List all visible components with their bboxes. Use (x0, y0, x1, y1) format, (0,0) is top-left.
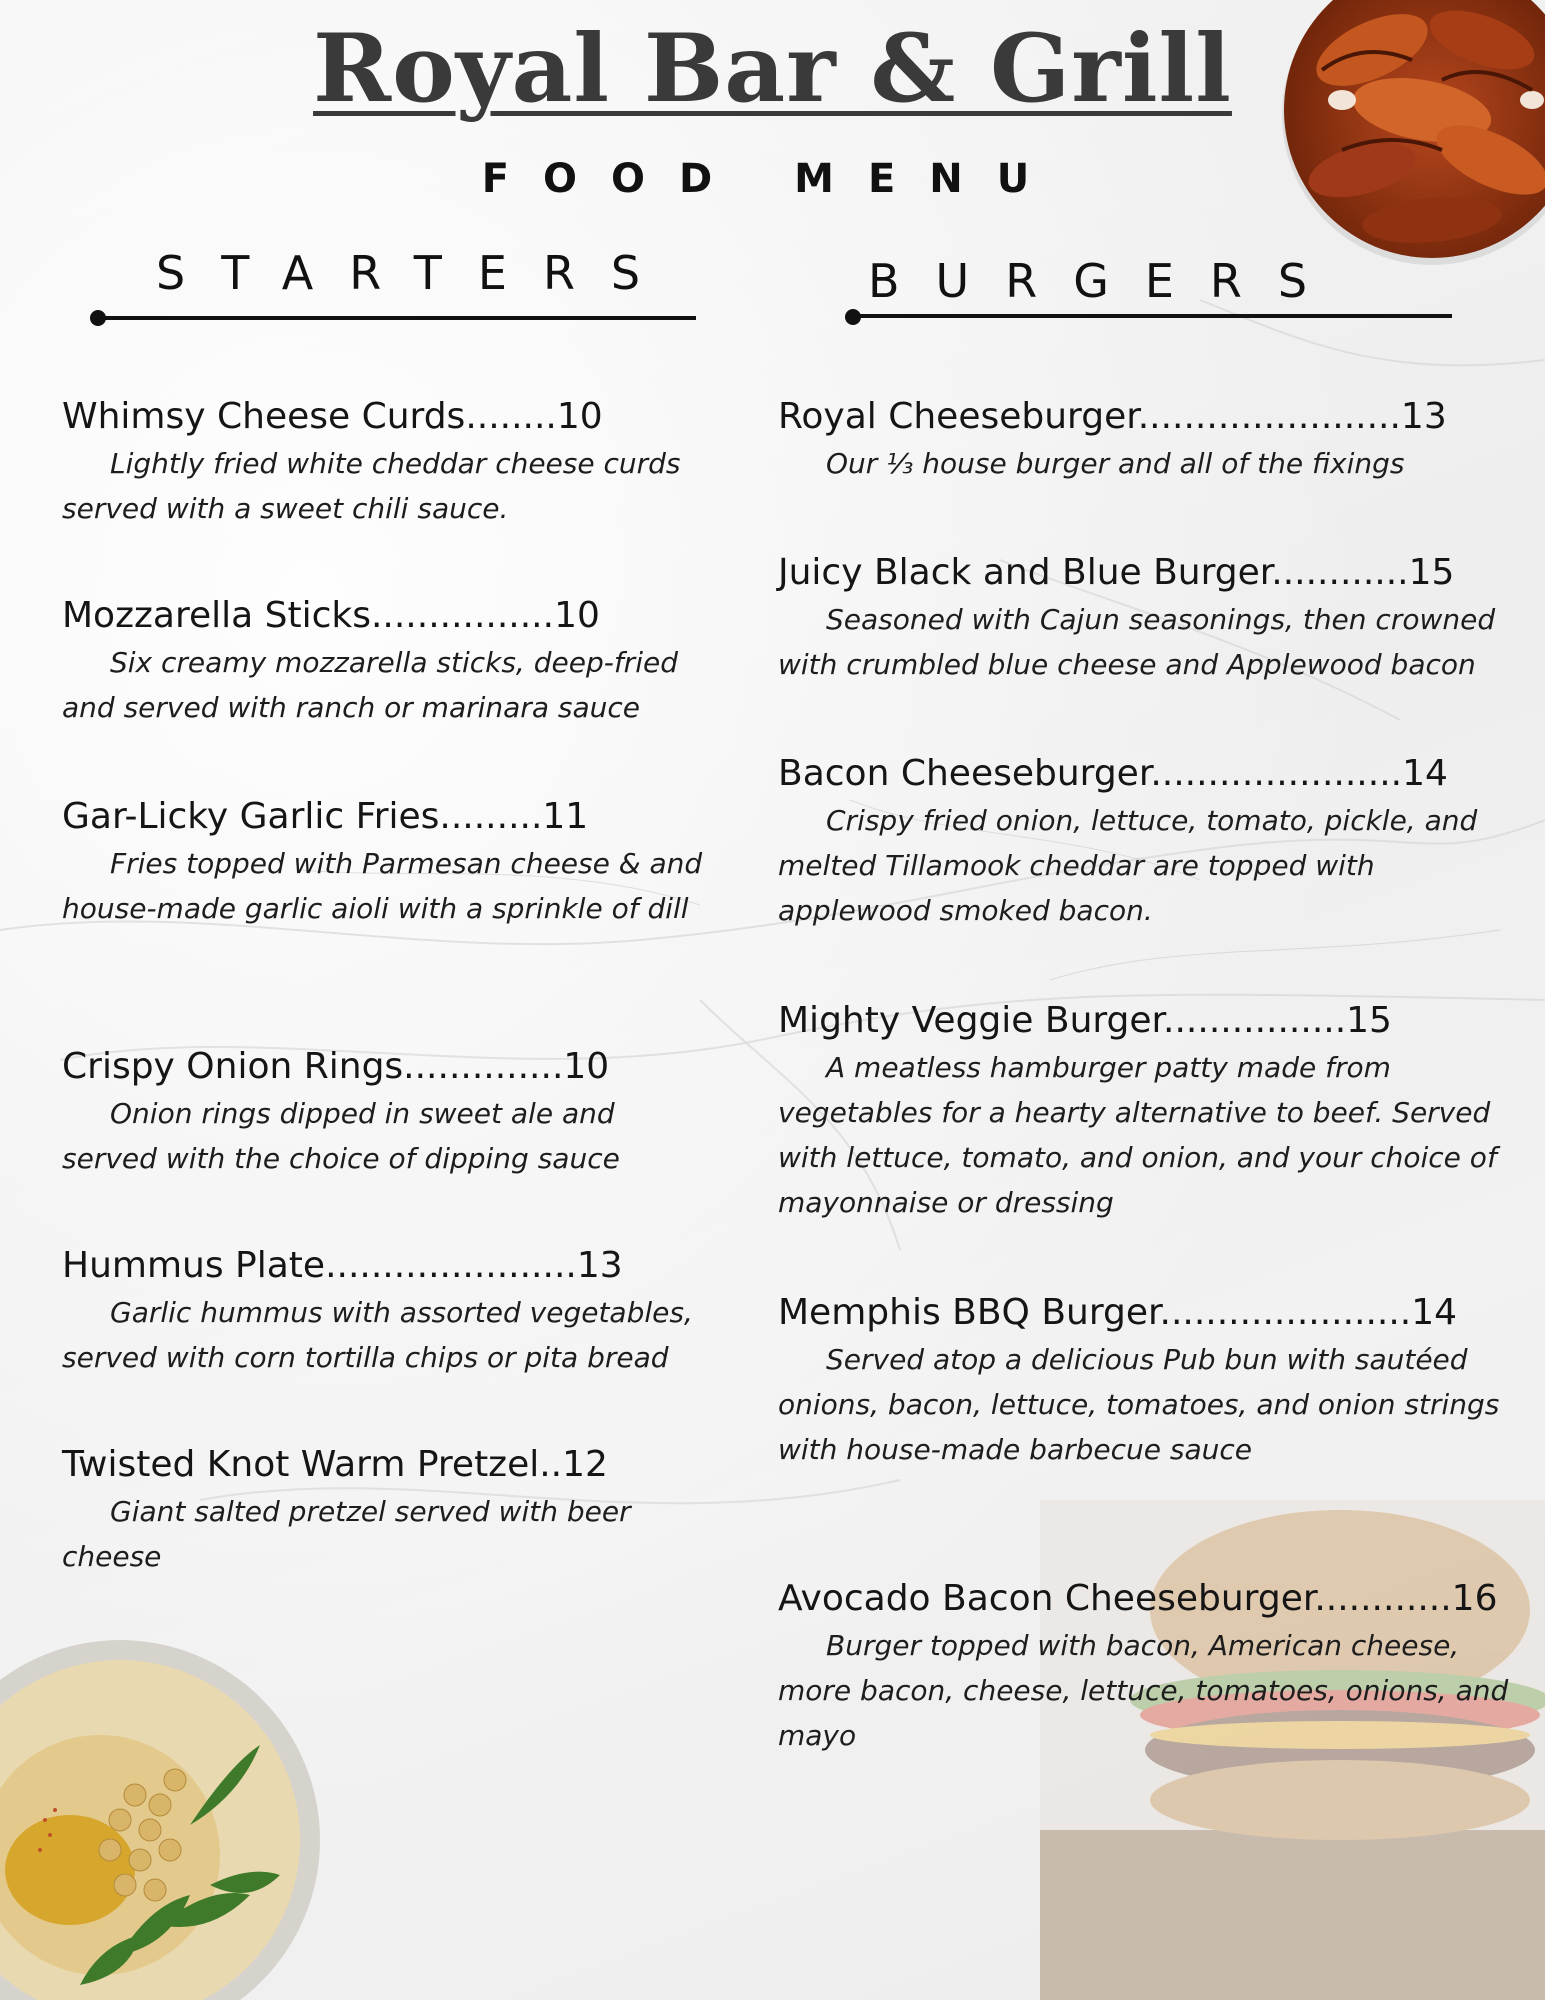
menu-item (62, 396, 712, 531)
item-description: Seasoned with Cajun seasonings, then crowned with crumbled blue cheese and Applewood bacon (778, 603, 1496, 681)
item-name: Hummus Plate......................13 (62, 1245, 623, 1286)
menu-item (62, 1245, 712, 1380)
item-name: Mighty Veggie Burger................15 (778, 1000, 1392, 1041)
item-name: Gar-Licky Garlic Fries.........11 (62, 796, 589, 837)
menu-item (778, 552, 1518, 687)
menu-item (778, 396, 1518, 486)
menu-subtitle: FOOD MENU (481, 156, 1064, 202)
item-name: Mozzarella Sticks................10 (62, 595, 600, 636)
starters-heading: STARTERS (156, 246, 677, 300)
menu-item (778, 1292, 1518, 1472)
item-description: Garlic hummus with assorted vegetables, served with corn tortilla chips or pita bread (62, 1296, 693, 1374)
item-description: Our ⅓ house burger and all of the fixings (826, 447, 1405, 480)
item-description: Onion rings dipped in sweet ale and served with the choice of dipping sauce (62, 1097, 620, 1175)
item-name: Memphis BBQ Burger......................14 (778, 1292, 1458, 1333)
menu-item (778, 1000, 1518, 1225)
menu-item (62, 796, 712, 931)
item-name: Royal Cheeseburger.......................13 (778, 396, 1447, 437)
menu-item (778, 1578, 1518, 1758)
burgers-divider-dot (845, 309, 861, 325)
item-name: Juicy Black and Blue Burger............15 (778, 552, 1455, 593)
item-name: Avocado Bacon Cheeseburger............16 (778, 1578, 1498, 1619)
hummus-bowl-photo (0, 1625, 330, 2000)
item-name: Bacon Cheeseburger......................14 (778, 753, 1448, 794)
item-description: Crispy fried onion, lettuce, tomato, pickle, and melted Tillamook cheddar are topped with applewood smoked bacon. (778, 804, 1478, 927)
menu-item (62, 1444, 712, 1579)
item-description: Served atop a delicious Pub bun with sautéed onions, bacon, lettuce, tomatoes, and onion strings with house-made barbecue sauce (778, 1343, 1500, 1466)
item-description: Burger topped with bacon, American cheese, more bacon, cheese, lettuce, tomatoes, onions, and mayo (778, 1629, 1509, 1752)
item-description: Giant salted pretzel served with beer cheese (62, 1495, 631, 1573)
item-name: Crispy Onion Rings..............10 (62, 1046, 610, 1087)
menu-item (778, 753, 1518, 933)
item-description: Six creamy mozzarella sticks, deep-fried and served with ranch or marinara sauce (62, 646, 678, 724)
item-name: Twisted Knot Warm Pretzel..12 (62, 1444, 608, 1485)
starters-divider-dot (90, 310, 106, 326)
item-description: Lightly fried white cheddar cheese curds served with a sweet chili sauce. (62, 447, 681, 525)
menu-item (62, 595, 712, 730)
item-name: Whimsy Cheese Curds........10 (62, 396, 603, 437)
burgers-heading: BURGERS (868, 254, 1344, 308)
menu-item (62, 1046, 712, 1181)
item-description: A meatless hamburger patty made from vegetables for a hearty alternative to beef. Served with lettuce, tomato, and onion, and your choice of mayonnaise or dressing (778, 1051, 1497, 1219)
item-description: Fries topped with Parmesan cheese & and house-made garlic aioli with a sprinkle of dill (62, 847, 703, 925)
burgers-divider (852, 314, 1452, 318)
starters-divider (96, 316, 696, 320)
restaurant-title: Royal Bar & Grill (313, 14, 1232, 124)
